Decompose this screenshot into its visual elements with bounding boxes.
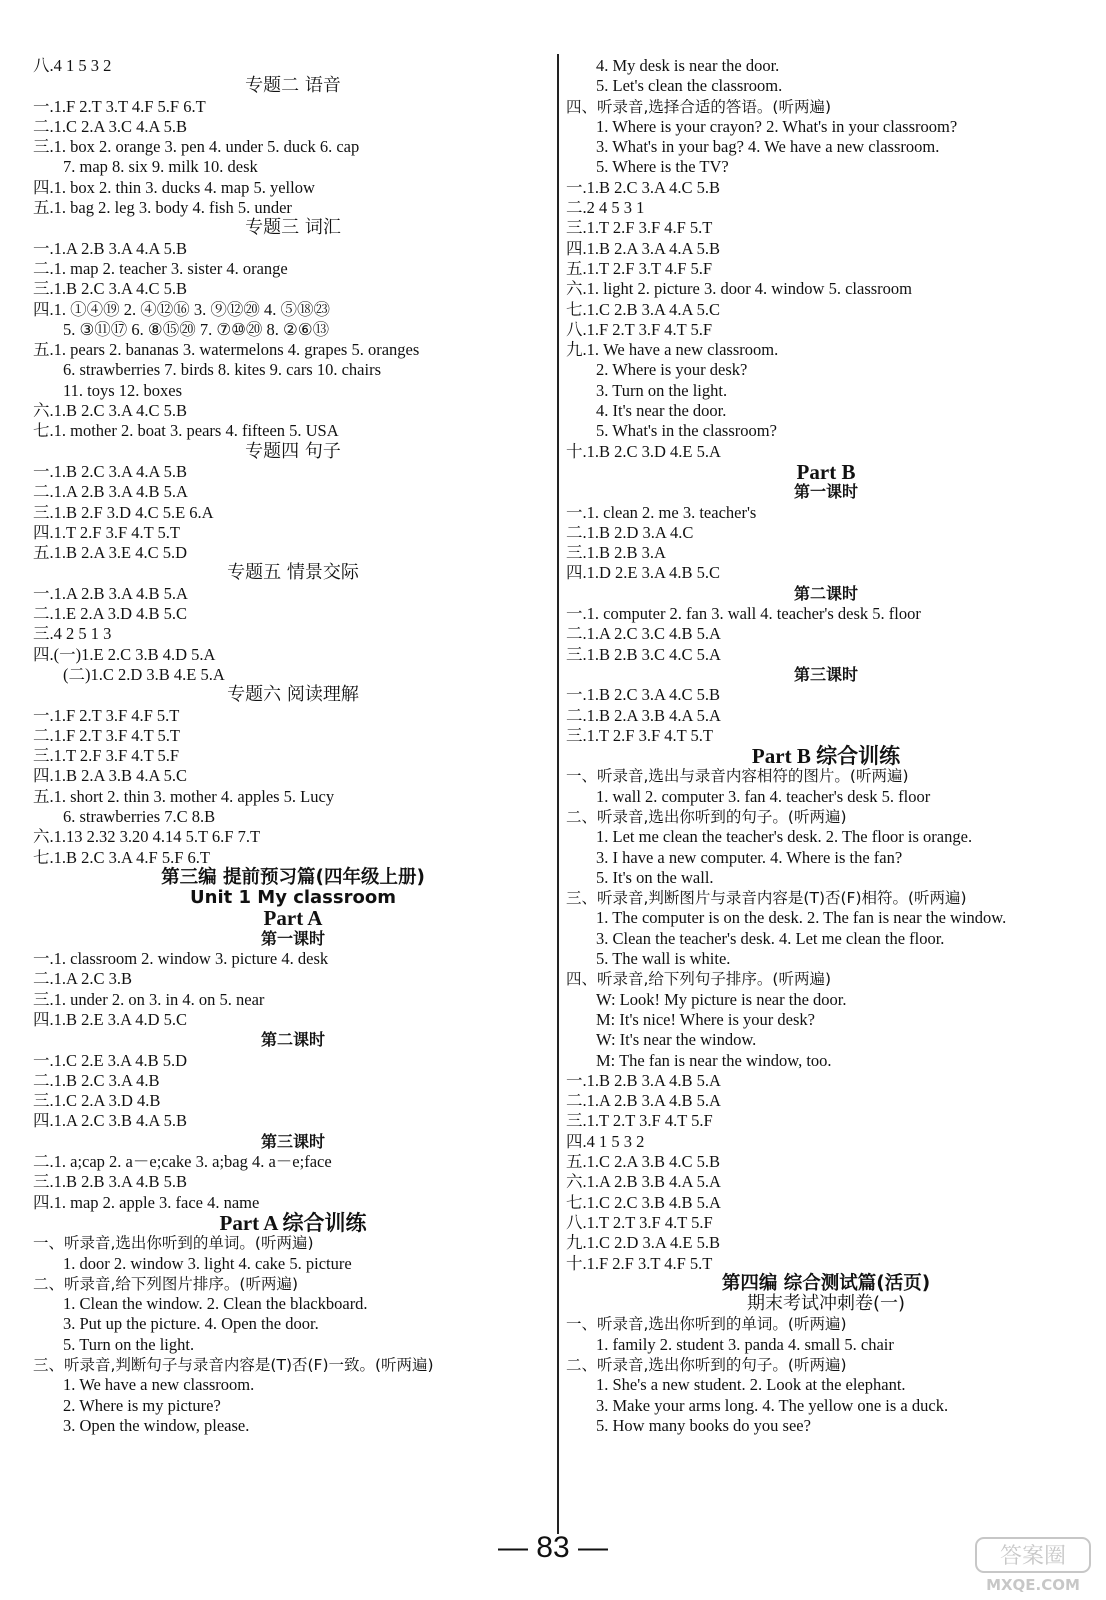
answer-line: 三.1.B 2.B 3.A xyxy=(566,543,666,563)
answer-line: 九.1. We have a new classroom. xyxy=(566,340,779,360)
topic-heading: 专题六 阅读理解 xyxy=(227,684,359,706)
answer-line-indented: 5. The wall is white. xyxy=(596,949,731,969)
question-instruction: 四、听录音,选择合适的答语。(听两遍) xyxy=(566,97,832,116)
answer-line-indented: 3. Put up the picture. 4. Open the door. xyxy=(63,1314,319,1334)
answer-line: 七.1. mother 2. boat 3. pears 4. fifteen 5. USA xyxy=(33,421,339,441)
answer-line-indented: 5. It's on the wall. xyxy=(596,867,714,887)
answer-line: 三.1.T 2.F 3.F 4.T 5.T xyxy=(566,725,713,745)
answer-line: 二.1.B 2.A 3.B 4.A 5.A xyxy=(566,705,721,725)
answer-line: 三.4 2 5 1 3 xyxy=(33,624,112,644)
answer-line-indented: 6. strawberries 7.C 8.B xyxy=(63,806,216,826)
answer-line: 四.1. ①④⑲ 2. ④⑫⑯ 3. ⑨⑫⑳ 4. ⑤⑱㉓ xyxy=(33,299,330,319)
answer-line: 一.1. clean 2. me 3. teacher's xyxy=(566,502,757,522)
topic-heading: 专题三 词汇 xyxy=(245,217,341,239)
answer-line-indented: (二)1.C 2.D 3.B 4.E 5.A xyxy=(63,664,225,684)
answer-line: 二.1.A 2.B 3.A 4.B 5.A xyxy=(33,482,188,502)
answer-line: 二.1.B 2.D 3.A 4.C xyxy=(566,522,694,542)
answer-line: 三.1.T 2.T 3.F 4.T 5.F xyxy=(566,1111,713,1131)
answer-line-indented: 3. Make your arms long. 4. The yellow one is a duck. xyxy=(596,1395,949,1415)
answer-line: 一.1.B 2.C 3.A 4.A 5.B xyxy=(33,461,188,481)
answer-line: 三.1.T 2.F 3.F 4.T 5.F xyxy=(33,746,180,766)
watermark-logo xyxy=(974,1536,1092,1594)
answer-line: 二.1.C 2.A 3.C 4.A 5.B xyxy=(33,116,188,136)
answer-line: 四.1. box 2. thin 3. ducks 4. map 5. yellow xyxy=(33,177,315,197)
answer-line: 三.1.B 2.C 3.A 4.C 5.B xyxy=(33,279,188,299)
unit-heading: Unit 1 My classroom xyxy=(190,887,396,909)
left-column xyxy=(33,56,553,1436)
lesson-heading: 第二课时 xyxy=(793,583,858,603)
answer-line: 四.1.B 2.A 3.A 4.A 5.B xyxy=(566,238,721,258)
answer-line-indented: 1. Where is your crayon? 2. What's in your classroom? xyxy=(596,116,958,136)
answer-line-indented: 1. wall 2. computer 3. fan 4. teacher's desk 5. floor xyxy=(596,786,931,806)
answer-line: 二.1.E 2.A 3.D 4.B 5.C xyxy=(33,604,188,624)
answer-line: 六.1.A 2.B 3.B 4.A 5.A xyxy=(566,1172,721,1192)
answer-line-indented: W: It's near the window. xyxy=(596,1030,757,1050)
answer-line-indented: 3. Open the window, please. xyxy=(63,1415,250,1435)
question-instruction: 一、听录音,选出与录音内容相符的图片。(听两遍) xyxy=(566,767,909,786)
answer-line: 五.1.T 2.F 3.T 4.F 5.F xyxy=(566,258,713,278)
answer-line: 三.1.B 2.B 3.C 4.C 5.A xyxy=(566,644,721,664)
answer-line: 四.4 1 5 3 2 xyxy=(566,1131,645,1151)
answer-line-indented: 5. Let's clean the classroom. xyxy=(596,76,783,96)
answer-line-indented: 5. How many books do you see? xyxy=(596,1415,811,1435)
lesson-heading: 第一课时 xyxy=(260,928,325,948)
answer-line: 三.1.T 2.F 3.F 4.F 5.T xyxy=(566,218,713,238)
answer-line-indented: 5. Turn on the light. xyxy=(63,1334,195,1354)
answer-line: 十.1.F 2.F 3.T 4.F 5.T xyxy=(566,1253,713,1273)
question-instruction: 二、听录音,选出你听到的句子。(听两遍) xyxy=(566,807,847,826)
answer-line: 一.1.A 2.B 3.A 4.B 5.A xyxy=(33,583,188,603)
answer-line: 五.1. short 2. thin 3. mother 4. apples 5. Lucy xyxy=(33,786,335,806)
answer-line: 一.1.C 2.E 3.A 4.B 5.D xyxy=(33,1050,188,1070)
answer-line-indented: 5. Where is the TV? xyxy=(596,157,729,177)
answer-line: 五.1. pears 2. bananas 3. watermelons 4. grapes 5. oranges xyxy=(33,340,420,360)
answer-line-indented: M: The fan is near the window, too. xyxy=(596,1050,832,1070)
answer-line: 三.1. under 2. on 3. in 4. on 5. near xyxy=(33,989,265,1009)
answer-line: 四.(一)1.E 2.C 3.B 4.D 5.A xyxy=(33,644,216,664)
answer-line: 七.1.C 2.B 3.A 4.A 5.C xyxy=(566,299,721,319)
lesson-heading: 第三课时 xyxy=(260,1131,325,1151)
answer-line-indented: 1. We have a new classroom. xyxy=(63,1375,255,1395)
answer-line-indented: 2. Where is your desk? xyxy=(596,360,748,380)
answer-line: 一.1.F 2.T 3.F 4.F 5.T xyxy=(33,705,180,725)
answer-line-indented: 6. strawberries 7. birds 8. kites 9. cars 10. chairs xyxy=(63,360,382,380)
answer-line: 十.1.B 2.C 3.D 4.E 5.A xyxy=(566,441,721,461)
part-heading: Part A 综合训练 xyxy=(219,1210,367,1235)
answer-line: 一.1.B 2.B 3.A 4.B 5.A xyxy=(566,1070,721,1090)
answer-line: 八.1.T 2.T 3.F 4.T 5.F xyxy=(566,1212,713,1232)
answer-line: 八.4 1 5 3 2 xyxy=(33,56,112,75)
answer-line-indented: 1. The computer is on the desk. 2. The fan is near the window. xyxy=(596,908,1007,928)
answer-line-indented: 5. What's in the classroom? xyxy=(596,421,777,441)
answer-line: 四.1.T 2.F 3.F 4.T 5.T xyxy=(33,522,180,542)
question-instruction: 一、听录音,选出你听到的单词。(听两遍) xyxy=(33,1234,314,1253)
answer-line-indented: 7. map 8. six 9. milk 10. desk xyxy=(63,157,258,177)
answer-line: 五.1.B 2.A 3.E 4.C 5.D xyxy=(33,543,188,563)
answer-line: 六.1. light 2. picture 3. door 4. window 5. classroom xyxy=(566,279,913,299)
answer-line-indented: 5. ③⑪⑰ 6. ⑧⑮⑳ 7. ⑦⑩⑳ 8. ②⑥⑬ xyxy=(63,319,330,339)
answer-line-indented: 4. My desk is near the door. xyxy=(596,56,780,75)
answer-line: 三.1. box 2. orange 3. pen 4. under 5. duck 6. cap xyxy=(33,137,360,157)
answer-line-indented: 4. It's near the door. xyxy=(596,401,727,421)
answer-line: 一.1.B 2.C 3.A 4.C 5.B xyxy=(566,685,721,705)
answer-line-indented: M: It's nice! Where is your desk? xyxy=(596,1009,815,1029)
question-instruction: 二、听录音,选出你听到的句子。(听两遍) xyxy=(566,1356,847,1374)
lesson-heading: 第二课时 xyxy=(260,1030,325,1050)
part-heading: Part B xyxy=(796,459,856,484)
answer-line-indented: 3. Turn on the light. xyxy=(596,380,728,400)
answer-line: 二.1.A 2.B 3.A 4.B 5.A xyxy=(566,1091,721,1111)
answer-line: 一.1.B 2.C 3.A 4.C 5.B xyxy=(566,177,721,197)
answer-line-indented: 11. toys 12. boxes xyxy=(63,380,183,400)
question-instruction: 一、听录音,选出你听到的单词。(听两遍) xyxy=(566,1315,847,1334)
topic-heading: 专题五 情景交际 xyxy=(227,562,359,584)
answer-line-indented: 1. She's a new student. 2. Look at the elephant. xyxy=(596,1375,906,1395)
right-column xyxy=(566,56,1086,1436)
answer-line: 三.1.C 2.A 3.D 4.B xyxy=(33,1091,161,1111)
question-instruction: 二、听录音,给下列图片排序。(听两遍) xyxy=(33,1274,299,1293)
answer-line: 一.1. classroom 2. window 3. picture 4. desk xyxy=(33,949,329,969)
answer-line-indented: W: Look! My picture is near the door. xyxy=(596,989,847,1009)
answer-line: 九.1.C 2.D 3.A 4.E 5.B xyxy=(566,1233,721,1253)
answer-line: 四.1.A 2.C 3.B 4.A 5.B xyxy=(33,1111,188,1131)
answer-line: 七.1.B 2.C 3.A 4.F 5.F 6.T xyxy=(33,847,210,867)
answer-line: 二.1.F 2.T 3.F 4.T 5.T xyxy=(33,725,180,745)
answer-line: 六.1.13 2.32 3.20 4.14 5.T 6.F 7.T xyxy=(33,827,261,847)
answer-line-indented: 3. Clean the teacher's desk. 4. Let me clean the floor. xyxy=(596,928,945,948)
question-instruction: 三、听录音,判断图片与录音内容是(T)否(F)相符。(听两遍) xyxy=(566,889,967,908)
answer-line: 四.1.B 2.E 3.A 4.D 5.C xyxy=(33,1009,188,1029)
part-heading: Part B 综合训练 xyxy=(751,744,901,769)
watermark-logo-text: 答案圈 xyxy=(999,1544,1067,1569)
answer-line: 一.1.A 2.B 3.A 4.A 5.B xyxy=(33,238,188,258)
answer-line-indented: 1. family 2. student 3. panda 4. small 5. chair xyxy=(596,1334,894,1354)
answer-line-indented: 1. door 2. window 3. light 4. cake 5. picture xyxy=(63,1253,352,1273)
answer-line: 五.1. bag 2. leg 3. body 4. fish 5. under xyxy=(33,198,292,218)
question-instruction: 四、听录音,给下列句子排序。(听两遍) xyxy=(566,970,832,989)
answer-line: 二.1.A 2.C 3.B xyxy=(33,969,133,989)
answer-line: 一.1. computer 2. fan 3. wall 4. teacher's desk 5. floor xyxy=(566,604,921,624)
answer-line-indented: 1. Clean the window. 2. Clean the blackboard. xyxy=(63,1294,368,1314)
answer-line: 二.1. a;cap 2. a－e;cake 3. a;bag 4. a－e;face xyxy=(33,1152,332,1172)
answer-line: 四.1.B 2.A 3.B 4.A 5.C xyxy=(33,766,188,786)
lesson-heading: 第一课时 xyxy=(793,482,858,502)
answer-line: 二.1. map 2. teacher 3. sister 4. orange xyxy=(33,258,288,278)
answer-line: 五.1.C 2.A 3.B 4.C 5.B xyxy=(566,1152,721,1172)
answer-line: 四.1. map 2. apple 3. face 4. name xyxy=(33,1192,260,1212)
answer-line: 三.1.B 2.B 3.A 4.B 5.B xyxy=(33,1172,188,1192)
part-heading: Part A xyxy=(263,906,323,931)
answer-line: 二.1.A 2.C 3.C 4.B 5.A xyxy=(566,624,721,644)
answer-line: 一.1.F 2.T 3.T 4.F 5.F 6.T xyxy=(33,96,206,116)
answer-line-indented: 3. I have a new computer. 4. Where is the fan? xyxy=(596,847,903,867)
answer-line: 三.1.B 2.F 3.D 4.C 5.E 6.A xyxy=(33,502,214,522)
section-heading: 第三编 提前预习篇(四年级上册) xyxy=(161,866,425,888)
watermark-url: MXQE.COM xyxy=(986,1576,1080,1594)
topic-heading: 专题二 语音 xyxy=(245,75,341,97)
answer-line: 八.1.F 2.T 3.F 4.T 5.F xyxy=(566,319,713,339)
answer-line: 二.1.B 2.C 3.A 4.B xyxy=(33,1070,160,1090)
answer-line-indented: 2. Where is my picture? xyxy=(63,1395,221,1415)
answer-line: 二.2 4 5 3 1 xyxy=(566,198,645,218)
column-divider xyxy=(557,54,559,1534)
answer-line: 六.1.B 2.C 3.A 4.C 5.B xyxy=(33,401,188,421)
topic-heading: 专题四 句子 xyxy=(245,440,341,462)
answer-line-indented: 3. What's in your bag? 4. We have a new classroom. xyxy=(596,137,940,157)
section-heading: 第四编 综合测试篇(活页) xyxy=(721,1272,931,1294)
topic-heading: 期末考试冲刺卷(一) xyxy=(746,1293,906,1315)
answer-line: 四.1.D 2.E 3.A 4.B 5.C xyxy=(566,563,721,583)
answer-line: 七.1.C 2.C 3.B 4.B 5.A xyxy=(566,1192,721,1212)
page-number: — 83 — xyxy=(497,1531,609,1564)
lesson-heading: 第三课时 xyxy=(793,664,858,684)
question-instruction: 三、听录音,判断句子与录音内容是(T)否(F)一致。(听两遍) xyxy=(33,1356,434,1374)
answer-line-indented: 1. Let me clean the teacher's desk. 2. The floor is orange. xyxy=(596,827,973,847)
